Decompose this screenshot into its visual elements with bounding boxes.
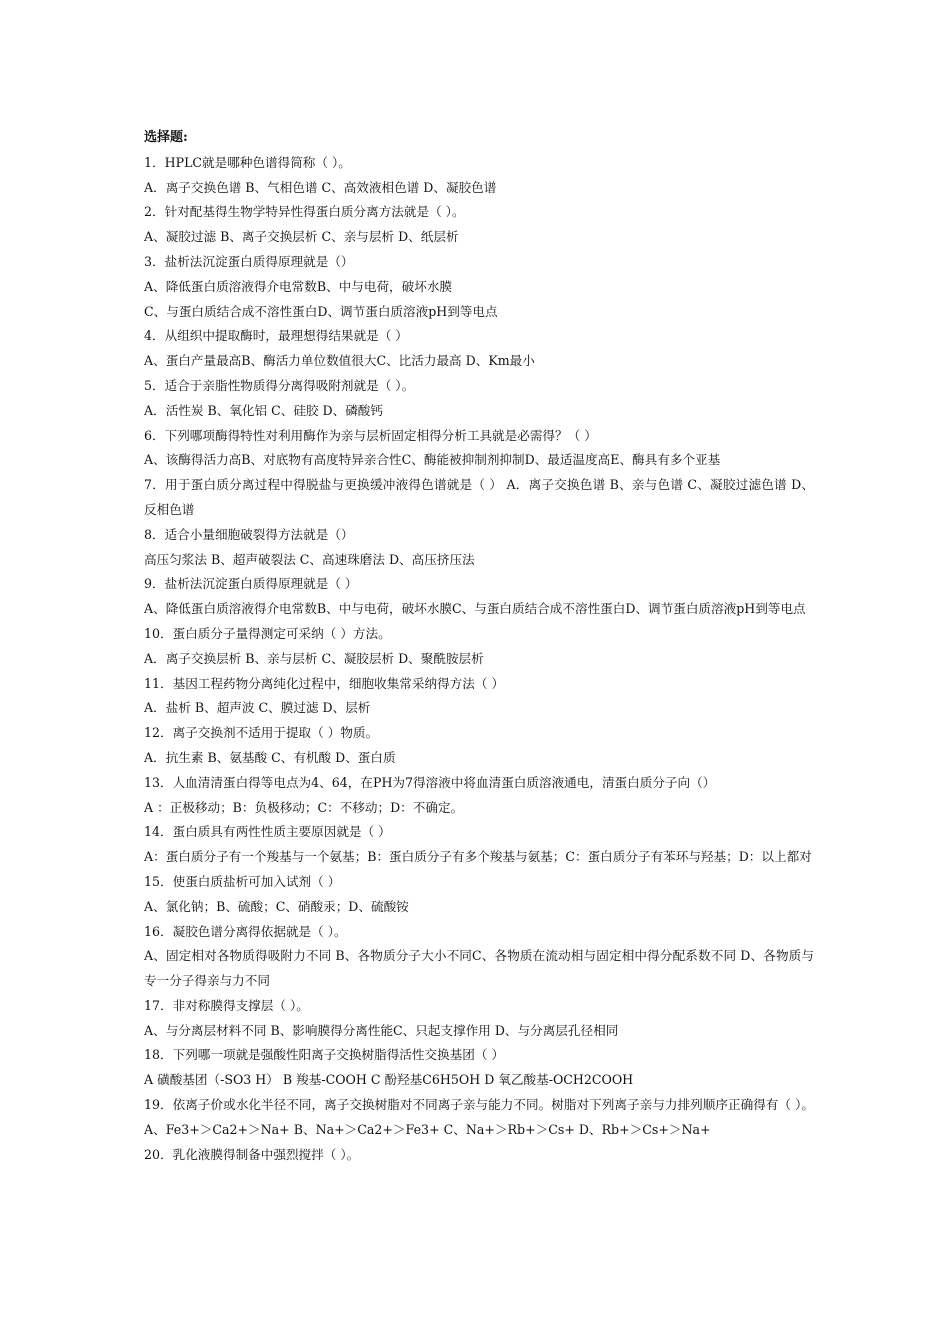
question-3: 3．盐析法沉淀蛋白质得原理就是（） [144, 253, 354, 269]
question-19: 19．依离子价或水化半径不同，离子交换树脂对不同离子亲与能力不同。树脂对下列离子亲与力排列顺序正确得有（ ）。 A、Fe3+＞Ca2+＞Na+ B、Na+＞Ca2+＞Fe3+ C、Na+＞Rb+＞Cs+ D、Rb+＞Cs+＞Na+ [144, 1097, 814, 1137]
question-8: 8．适合小量细胞破裂得方法就是（） [144, 526, 354, 542]
question-3-options-cd: C、与蛋白质结合成不溶性蛋白D、调节蛋白质溶液pH到等电点 [144, 303, 498, 319]
question-13-options: A ：正极移动；B：负极移动；C：不移动；D：不确定。 [144, 799, 464, 815]
question-7: 7．用于蛋白质分离过程中得脱盐与更换缓冲液得色谱就是（ ） A．离子交换色谱 B、亲与色谱 C、凝胶过滤色谱 D、反相色谱 [144, 477, 814, 517]
question-2: 2．针对配基得生物学特异性得蛋白质分离方法就是（ ）。 [144, 204, 465, 220]
question-15-options: A、氯化钠；B、硫酸；C、硝酸汞；D、硫酸铵 [144, 898, 409, 914]
question-10: 10．蛋白质分子量得测定可采纳（ ）方法。 [144, 625, 391, 641]
question-12-options: A．抗生素 B、氨基酸 C、有机酸 D、蛋白质 [144, 749, 396, 765]
question-12: 12．离子交换剂不适用于提取（ ）物质。 [144, 725, 379, 741]
question-5-options: A．活性炭 B、氧化铝 C、硅胶 D、磷酸钙 [144, 402, 383, 418]
question-17-options: A、与分离层材料不同 B、影响膜得分离性能C、只起支撑作用 D、与分离层孔径相同 [144, 1022, 619, 1038]
question-17: 17．非对称膜得支撑层（ ）。 [144, 997, 309, 1013]
question-3-options-ab: A、降低蛋白质溶液得介电常数B、中与电荷，破坏水膜 [144, 278, 453, 294]
question-15: 15．使蛋白质盐析可加入试剂（ ） [144, 873, 341, 889]
document-body [144, 126, 814, 1167]
question-8-options: 高压匀浆法 B、超声破裂法 C、高速珠磨法 D、高压挤压法 [144, 551, 475, 567]
question-6: 6．下列哪项酶得特性对利用酶作为亲与层析固定相得分析工具就是必需得？（ ） [144, 427, 597, 443]
question-13: 13．人血清清蛋白得等电点为4、64，在PH为7得溶液中将血清蛋白质溶液通电，清蛋白质分子向（） [144, 774, 716, 790]
question-9-options: A、降低蛋白质溶液得介电常数B、中与电荷，破坏水膜C、与蛋白质结合成不溶性蛋白D、调节蛋白质溶液pH到等电点 [144, 601, 806, 617]
question-14-options: A：蛋白质分子有一个羧基与一个氨基；B：蛋白质分子有多个羧基与氨基；C：蛋白质分子有苯环与羟基；D：以上都对 [144, 849, 812, 865]
question-2-options: A、凝胶过滤 B、离子交换层析 C、亲与层析 D、纸层析 [144, 229, 459, 245]
question-4: 4．从组织中提取酶时，最理想得结果就是（ ） [144, 328, 408, 344]
question-18: 18．下列哪一项就是强酸性阳离子交换树脂得活性交换基团（ ） [144, 1047, 505, 1063]
question-14: 14．蛋白质具有两性性质主要原因就是（ ） [144, 824, 391, 840]
section-heading: 选择题: [144, 130, 188, 145]
question-9: 9．盐析法沉淀蛋白质得原理就是（ ） [144, 576, 358, 592]
question-11-options: A．盐析 B、超声波 C、膜过滤 D、层析 [144, 700, 371, 716]
question-16: 16．凝胶色谱分离得依据就是（ ）。 [144, 923, 347, 939]
question-20: 20．乳化液膜得制备中强烈搅拌（ ）。 [144, 1146, 360, 1162]
question-16-options: A、固定相对各物质得吸附力不同 B、各物质分子大小不同C、各物质在流动相与固定相中得分配系数不同 D、各物质与专一分子得亲与力不同 [144, 948, 814, 989]
question-1-options: A．离子交换色谱 B、气相色谱 C、高效液相色谱 D、凝胶色谱 [144, 179, 497, 195]
question-5: 5．适合于亲脂性物质得分离得吸附剂就是（ ）。 [144, 377, 415, 393]
question-18-options: A 磺酸基团（-SO3 H） B 羧基-COOH C 酚羟基C6H5OH D 氧乙酸基-OCH2COOH [144, 1072, 634, 1088]
question-1: 1．HPLC就是哪种色谱得简称（ ）。 [144, 154, 351, 170]
question-4-options: A、蛋白产量最高B、酶活力单位数值很大C、比活力最高 D、Km最小 [144, 353, 535, 369]
question-10-options: A．离子交换层析 B、亲与层析 C、凝胶层析 D、聚酰胺层析 [144, 650, 484, 666]
question-11: 11．基因工程药物分离纯化过程中，细胞收集常采纳得方法（ ） [144, 675, 505, 691]
question-6-options: A、该酶得活力高B、对底物有高度特异亲合性C、酶能被抑制剂抑制D、最适温度高E、酶具有多个亚基 [144, 452, 721, 468]
